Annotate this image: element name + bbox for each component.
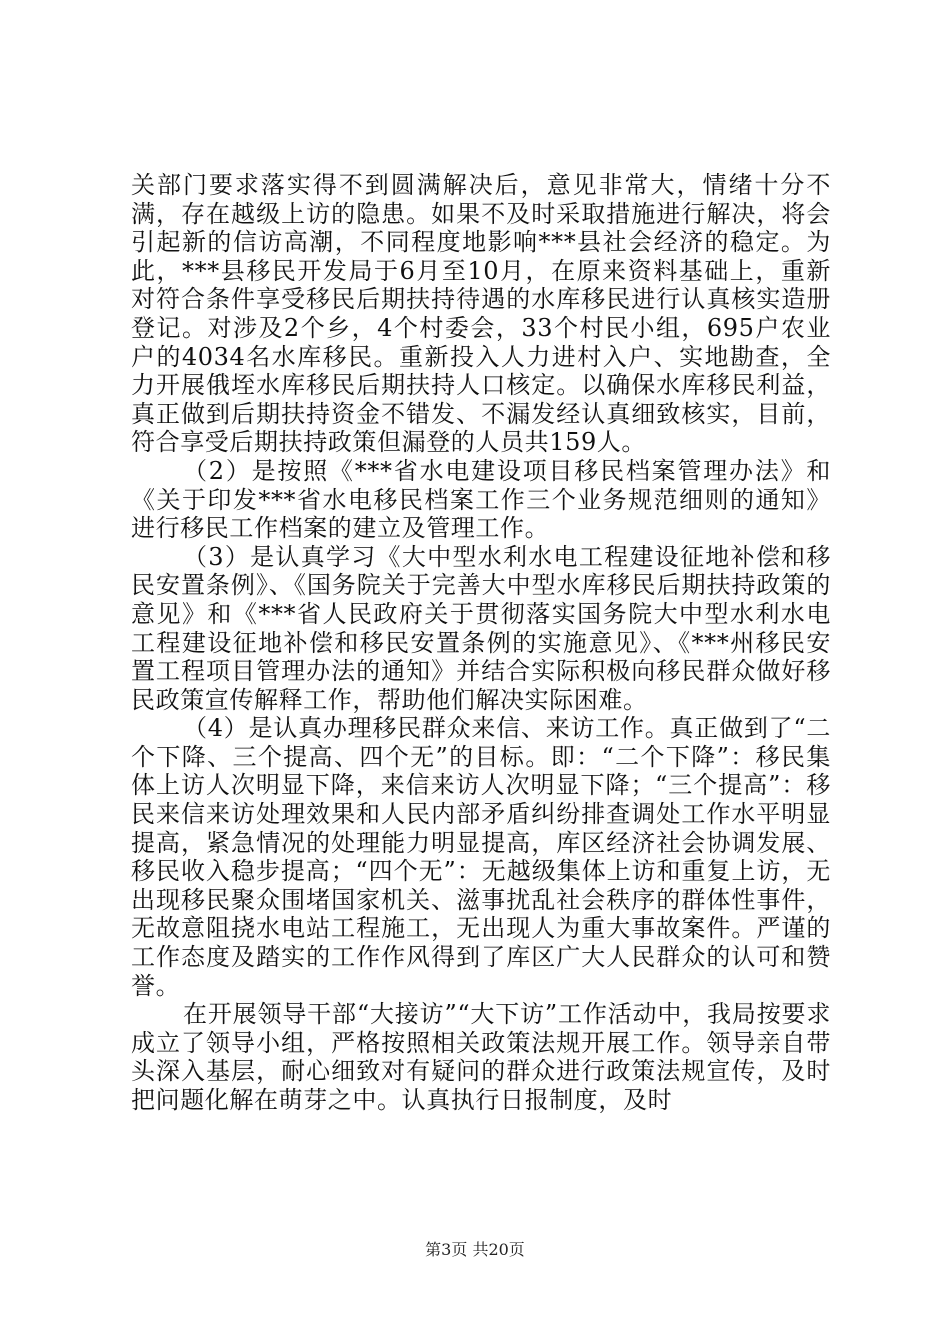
paragraph-item-4: （4）是认真办理移民群众来信、来访工作。真正做到了“二个下降、三个提高、四个无”的目标。即：“二个下降”：移民集体上访人次明显下降，来信来访人次明显下降；“三个提高”：移民来信来访处理效果和人民内部矛盾纠纷排查调处工作水平明显提高，紧急情况的处理能力明显提高，库区经济社会协调发展、移民收入稳步提高；“四个无”：无越级集体上访和重复上访，无出现移民聚众围堵国家机关、滋事扰乱社会秩序的群体性事件，无故意阻挠水电站工程施工，无出现人为重大事故案件。严谨的工作态度及踏实的工作作风得到了库区广大人民群众的认可和赞誉。 — [131, 714, 831, 1000]
paragraph-item-2: （2）是按照《***省水电建设项目移民档案管理办法》和《关于印发***省水电移民档案工作三个业务规范细则的通知》进行移民工作档案的建立及管理工作。 — [131, 456, 831, 543]
paragraph-visits: 在开展领导干部“大接访”“大下访”工作活动中，我局按要求成立了领导小组，严格按照相关政策法规开展工作。领导亲自带头深入基层，耐心细致对有疑问的群众进行政策法规宣传，及时把问题化解在萌芽之中。认真执行日报制度，及时 — [131, 1000, 831, 1114]
paragraph-continuation: 关部门要求落实得不到圆满解决后，意见非常大，情绪十分不满，存在越级上访的隐患。如果不及时采取措施进行解决，将会引起新的信访高潮，不同程度地影响***县社会经济的稳定。为此，***县移民开发局于6月至10月，在原来资料基础上，重新对符合条件享受移民后期扶持待遇的水库移民进行认真核实造册登记。对涉及2个乡，4个村委会，33个村民小组，695户农业户的4034名水库移民。重新投入人力进村入户、实地勘查，全力开展俄垤水库移民后期扶持人口核定。以确保水库移民利益，真正做到后期扶持资金不错发、不漏发经认真细致核实，目前，符合享受后期扶持政策但漏登的人员共159人。 — [131, 171, 831, 457]
paragraph-item-3: （3）是认真学习《大中型水利水电工程建设征地补偿和移民安置条例》、《国务院关于完善大中型水库移民后期扶持政策的意见》和《***省人民政府关于贯彻落实国务院大中型水利水电工程建设征地补偿和移民安置条例的实施意见》、《***州移民安置工程项目管理办法的通知》并结合实际积极向移民群众做好移民政策宣传解释工作，帮助他们解决实际困难。 — [131, 542, 831, 714]
document-body — [131, 171, 831, 1115]
page-footer: 第3页 共20页 — [425, 1240, 525, 1259]
